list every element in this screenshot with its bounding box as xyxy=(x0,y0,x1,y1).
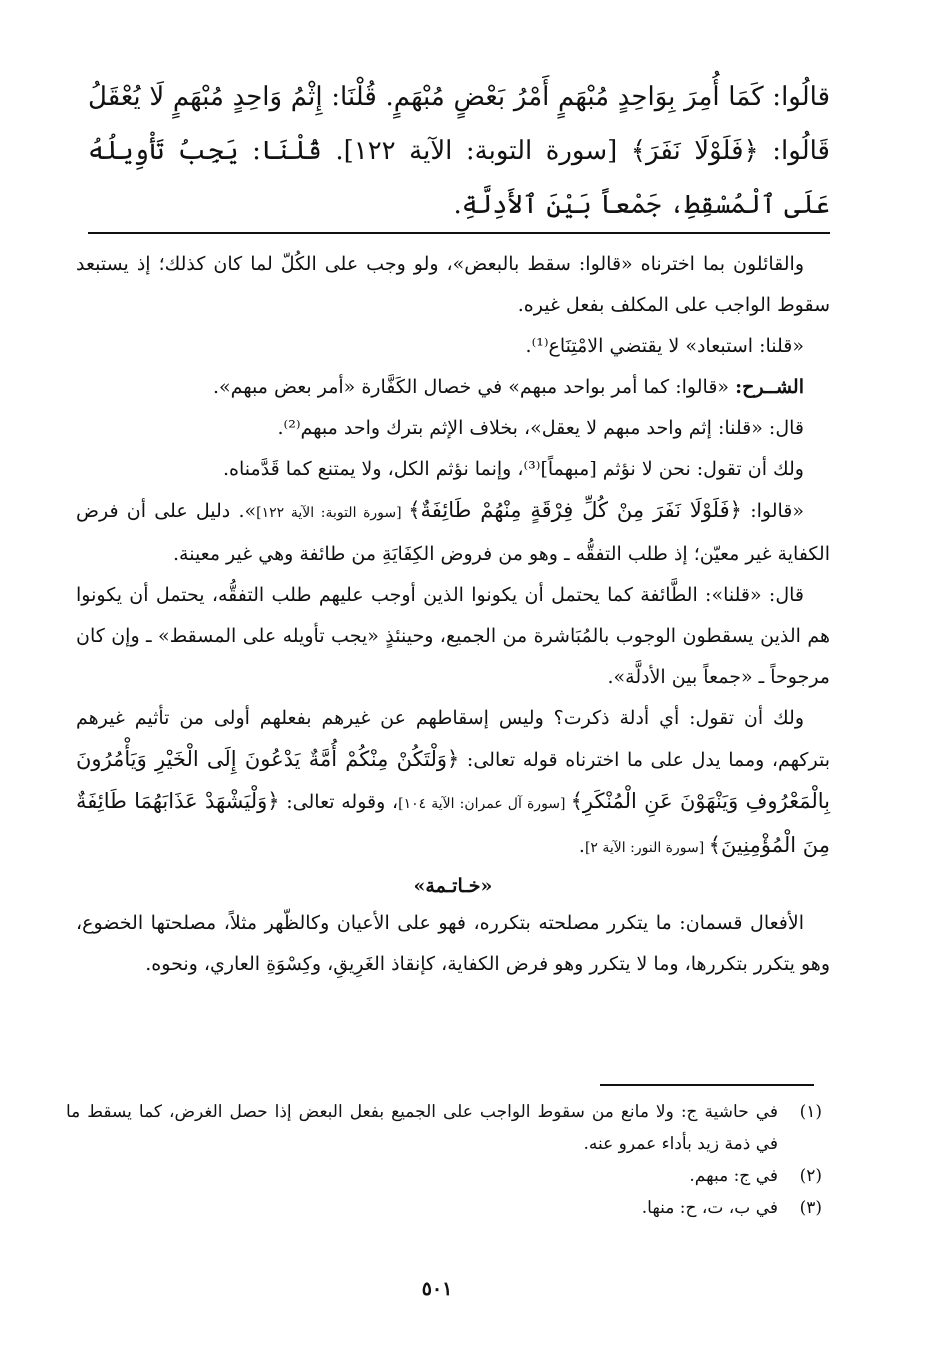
section-heading: «خـاتـمة» xyxy=(413,875,493,897)
sharh-paragraph-3 xyxy=(76,367,830,408)
verse-reference: [سورة النور: الآية ٢] xyxy=(584,840,709,856)
quran-verse: ﴿فَلَوْلَا نَفَرَ مِنْ كُلِّ فِرْقَةٍ مِنْهُمْ طَائِفَةٌ﴾ xyxy=(408,498,742,522)
sharh-text xyxy=(76,244,830,985)
page-number: ٥٠١ xyxy=(421,1278,453,1300)
sharh-paragraph-6 xyxy=(76,490,830,575)
sharh-paragraph-1: والقائلون بما اخترناه «قالوا: سقط بالبعض»، ولو وجب على الكُلّ لما كان كذلك؛ إذ يستبعد سقوط الواجب على المكلف بفعل غيره. xyxy=(76,253,830,316)
matn-text xyxy=(88,70,830,232)
sharh-label: الشــرح: xyxy=(735,376,804,398)
p8-opening: ولك أن تقول: أي أدلة ذكرت؟ وليس إسقاطهم عن غيرهم بفعلهم أولى من تأثيم غيرهم بتركهم، ومما يدل على ما اخترناه قوله تعالى: xyxy=(76,707,830,771)
quran-verse: ﴿وَلْتَكُنْ مِنْكُمْ أُمَّةٌ يَدْعُونَ إِلَى الْخَيْرِ وَيَأْمُرُونَ بِالْمَعْرُوفِ وَيَنْهَوْنَ عَنِ الْمُنْكَرِ﴾ xyxy=(76,747,830,813)
verse-reference: [سورة التوبة: الآية ١٢٢] xyxy=(256,505,409,521)
footnote xyxy=(66,1160,822,1192)
sharh-paragraph-8 xyxy=(76,698,830,869)
footnote xyxy=(66,1192,822,1224)
p6-opening: «قالوا: xyxy=(741,500,804,522)
sharh-paragraph-5: ولك أن تقول: نحن لا نؤثم [مبهماً]⁽³⁾، وإنما نؤثم الكل، ولا يمتنع كما قَدَّمناه. xyxy=(223,458,804,480)
footnote-divider xyxy=(600,1084,814,1086)
sharh-paragraph-4: قال: «قلنا: إثم واحد مبهم لا يعقل»، بخلاف الإثم بترك واحد مبهم⁽²⁾. xyxy=(277,417,804,439)
sharh-paragraph-9: الأفعال قسمان: ما يتكرر مصلحته بتكرره، فهو على الأعيان وكالظّهر مثلاً، مصلحتها الخضوع، وهو يتكرر بتكررها، وما لا يتكرر وهو فرض الكفاية، كإنقاذ الغَرِيقِ، وكِسْوَةِ العاري، ونحوه. xyxy=(76,912,830,975)
p6-closing: ». دليل على أن فرض الكفاية غير معيّن؛ إذ طلب التفقُّه ـ وهو من فروض الكِفَايَةِ من طائفة وهي غير معينة. xyxy=(76,500,830,565)
sharh-paragraph-2: «قلنا: استبعاد» لا يقتضي الامْتِنَاع⁽¹⁾. xyxy=(525,335,804,357)
sharh-paragraph-7: قال: «قلنا»: الطَّائفة كما يحتمل أن يكونوا الذين أوجب عليهم طلب التفقُّه، يحتمل أن يكونوا هم الذين يسقطون الوجوب بالمُبَاشرة من الجميع، وحينئذٍ «يجب تأويله على المسقط» ـ وإن كان مرجوحاً ـ «جمعاً بين الأدلَّة». xyxy=(76,584,830,688)
footnote-text: في ب، ت، ح: منها. xyxy=(641,1198,778,1218)
verse-reference: [سورة آل عمران: الآية ١٠٤] xyxy=(398,796,571,812)
footnote xyxy=(66,1096,822,1160)
footnote-text: في ج: مبهم. xyxy=(689,1166,778,1186)
footnote-number: (٣) xyxy=(799,1198,822,1218)
matn-paragraph: قالُوا: كَمَا أُمِرَ بِوَاحِدٍ مُبْهَمٍ أَمْرُ بَعْضٍ مُبْهَمٍ. قُلْنَا: إِثْمُ وَاحِدٍ مُبْهَمٍ لَا يُعْقَلُ قَالُوا: ﴿فَلَوْلَا نَفَرَ﴾ [سورة التوبة: الآية ١٢٢]. قُلْنَا: يَجِبُ تَأْوِيلُهُ عَلَى ٱلْمُسْقِطِ، جَمْعاً بَيْنَ ٱلأَدِلَّةِ. xyxy=(88,82,830,220)
p8-closing: . xyxy=(578,835,585,857)
footnote-number: (١) xyxy=(799,1102,822,1122)
footnote-text: في حاشية ج: ولا مانع من سقوط الواجب على الجميع بفعل البعض إذا حصل الغرض، كما يسقط ما في ذمة زيد بأداء عمرو عنه. xyxy=(66,1102,778,1154)
quran-verse: ﴿وَلْيَشْهَدْ عَذَابَهُمَا طَائِفَةٌ مِنَ الْمُؤْمِنِينَ﴾ xyxy=(76,789,830,857)
footnotes xyxy=(66,1096,822,1224)
matn-divider xyxy=(88,232,830,234)
p8-middle: ، وقوله تعالى: xyxy=(279,791,399,813)
footnote-number: (٢) xyxy=(799,1166,822,1186)
sharh-paragraph-3-text: «قالوا: كما أمر بواحد مبهم» في خصال الكَفَّارة «أمر بعض مبهم». xyxy=(212,376,736,398)
